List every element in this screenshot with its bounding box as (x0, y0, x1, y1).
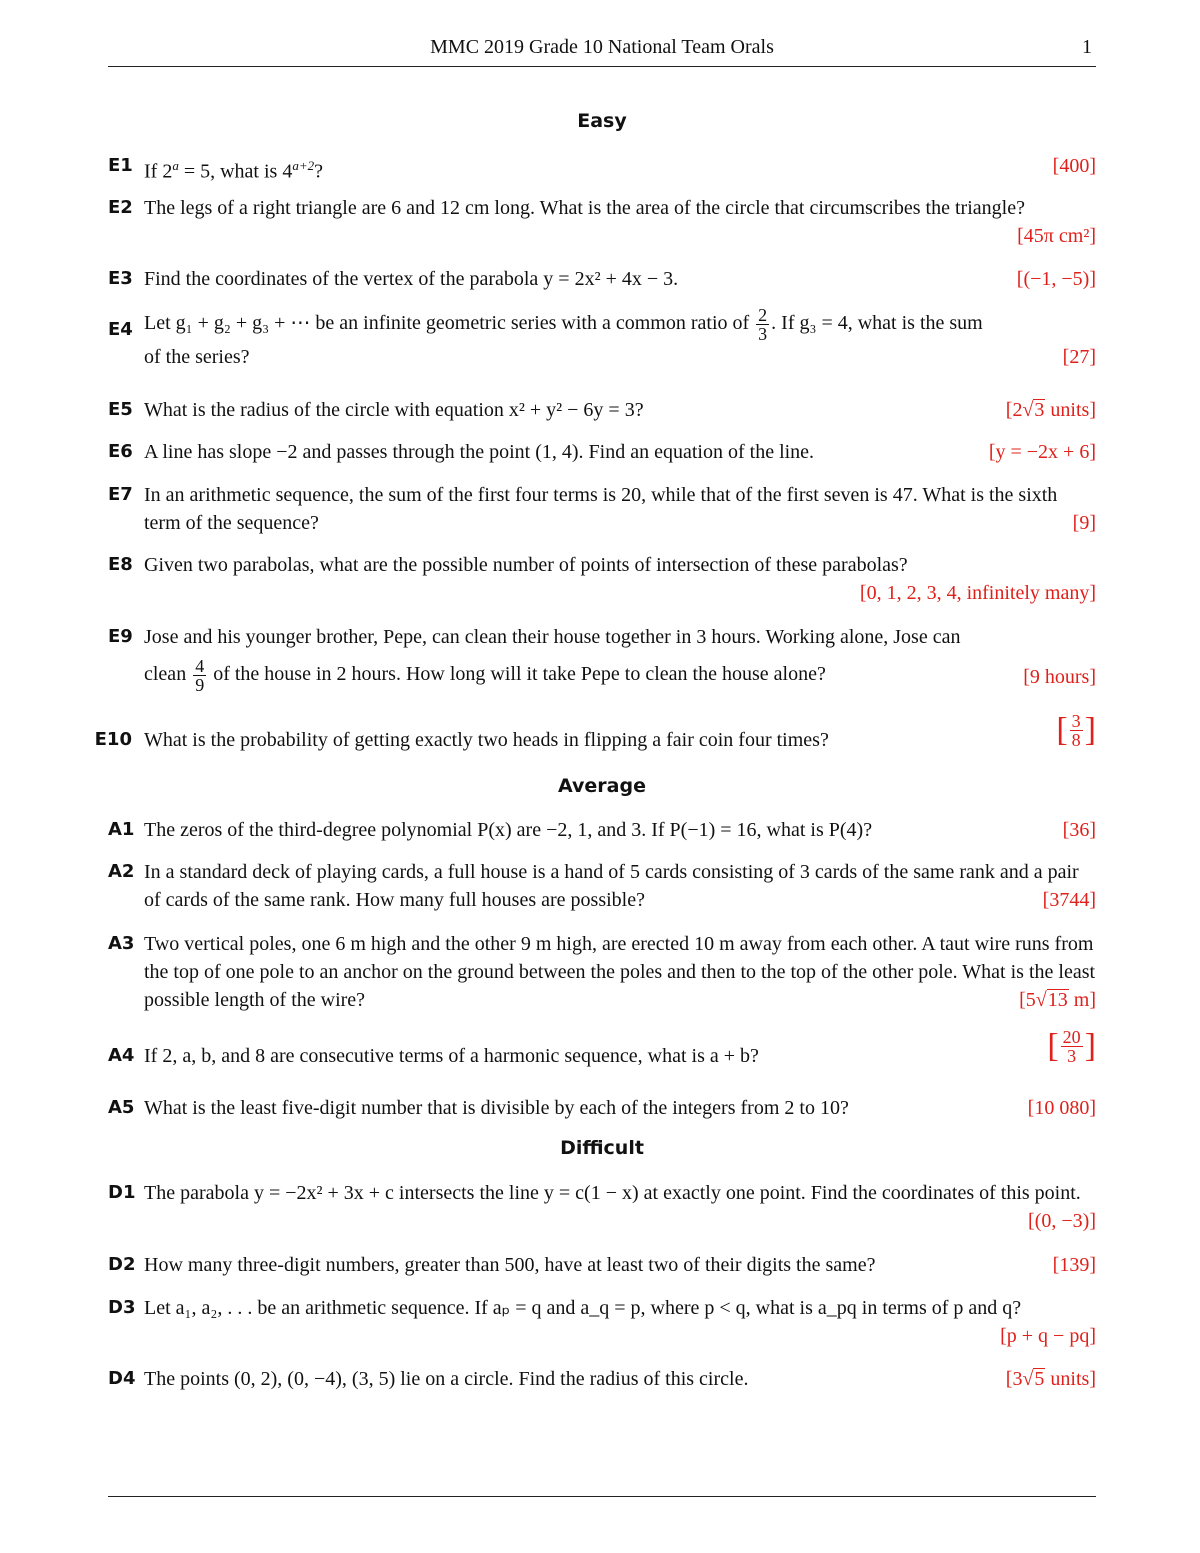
problem-label: E8 (108, 554, 133, 575)
problem-text: Find the coordinates of the vertex of the parabola y = 2x² + 4x − 3. [(−1, −5)] (144, 265, 1096, 293)
section-heading-average: Average (558, 775, 646, 797)
problem-label: A4 (108, 1045, 135, 1066)
fraction: $\frac{4}{9}$ (195, 656, 205, 695)
problem-label: E2 (108, 197, 133, 218)
answer: [5√13 m] (1019, 989, 1096, 1011)
problem-text: Given two parabolas, what are the possible number of points of intersection of these parabolas? [0, 1, 2, 3, 4, infinitely many] (144, 551, 1096, 607)
problem-label: A2 (108, 861, 135, 882)
problem-label: E1 (108, 155, 133, 176)
problem-label: D4 (108, 1368, 136, 1389)
answer: [ $\frac{3}{8}$ ] (1056, 711, 1096, 750)
answer: [139] (1052, 1254, 1096, 1276)
problem-text: The legs of a right triangle are 6 and 12 cm long. What is the area of the circle that circumscribes the triangle? [45π cm²] (144, 194, 1096, 250)
problem-text: The points (0, 2), (0, −4), (3, 5) lie on a circle. Find the radius of this circle. [3√5 units] (144, 1365, 1096, 1393)
footer-rule (108, 1496, 1096, 1497)
section-heading-easy: Easy (577, 110, 627, 132)
problem-text: How many three-digit numbers, greater than 500, have at least two of their digits the same? [139] (144, 1251, 1096, 1279)
answer: [(0, −3)] (1028, 1210, 1096, 1232)
problem-label: A1 (108, 819, 135, 840)
page-header (108, 36, 1096, 67)
problem-text: A line has slope −2 and passes through the point (1, 4). Find an equation of the line. [y = −2x + 6] (144, 438, 1096, 466)
answer: [3744] (1042, 889, 1096, 911)
answer: [45π cm²] (1017, 225, 1096, 247)
answer: [3√5 units] (1005, 1368, 1096, 1390)
problem-label: D3 (108, 1297, 136, 1318)
answer: [400] (1052, 155, 1096, 177)
answer: [p + q − pq] (1000, 1325, 1096, 1347)
fraction: $\frac{2}{3}$ (758, 305, 768, 344)
problem-label: E7 (108, 484, 133, 505)
problem-label: E4 (108, 319, 133, 340)
problem-label: E5 (108, 399, 133, 420)
page-number: 1 (1082, 36, 1092, 58)
section-heading-difficult: Difficult (560, 1137, 644, 1159)
problem-label: A5 (108, 1097, 135, 1118)
problem-label: D2 (108, 1254, 136, 1275)
answer: [(−1, −5)] (1016, 268, 1096, 290)
problem-text: If $2^a = 5$, what is $4^{a+2}$? [400] (144, 152, 1096, 186)
problem-text: The parabola y = −2x² + 3x + c intersects the line y = c(1 − x) at exactly one point. Find the coordinates of this point. [(0, −3)] (144, 1179, 1096, 1235)
problem-label: E10 (94, 729, 132, 750)
problem-text: The zeros of the third-degree polynomial P(x) are −2, 1, and 3. If P(−1) = 16, what is P(4)? [36] (144, 816, 1096, 844)
problem-text: What is the least five-digit number that is divisible by each of the integers from 2 to 10? [10 080] (144, 1094, 1096, 1122)
problem-text: What is the probability of getting exactly two heads in flipping a fair coin four times? (144, 729, 829, 751)
problem-text: What is the radius of the circle with equation x² + y² − 6y = 3? [2√3 units] (144, 396, 1096, 424)
problem-a4 (108, 1028, 1096, 1084)
problem-text: In a standard deck of playing cards, a full house is a hand of 5 cards consisting of 3 cards of the same rank and a pair of cards of the same rank. How many full houses are possible? [3744] (144, 858, 1096, 914)
problem-label: E9 (108, 626, 133, 647)
answer: [10 080] (1027, 1097, 1096, 1119)
answer: [36] (1062, 819, 1096, 841)
answer: [0, 1, 2, 3, 4, infinitely many] (859, 582, 1096, 604)
answer: [9 hours] (1023, 666, 1096, 688)
problem-text: Let a₁, a₂, . . . be an arithmetic sequence. If aₚ = q and a_q = p, where p < q, what is a_pq in terms of p and q? [p + q − pq] (144, 1294, 1096, 1350)
problem-text: If 2, a, b, and 8 are consecutive terms of a harmonic sequence, what is a + b? (144, 1045, 759, 1067)
problem-label: E3 (108, 268, 133, 289)
problem-label: E6 (108, 441, 133, 462)
problem-text: In an arithmetic sequence, the sum of the first four terms is 20, while that of the first seven is 47. What is the sixth term of the sequence? [9] (144, 481, 1096, 537)
problem-text: Let g₁ + g₂ + g₃ + ⋯ be an infinite geometric series with a common ratio of $\frac{2}{3}$ . If g₃ = 4, what is the sum of the series? [27] (144, 306, 1096, 371)
problem-label: D1 (108, 1182, 136, 1203)
answer: [9] (1072, 512, 1096, 534)
problem-label: A3 (108, 933, 135, 954)
problem-e10 (94, 711, 1096, 768)
answer: [y = −2x + 6] (988, 441, 1096, 463)
problem-text: Two vertical poles, one 6 m high and the other 9 m high, are erected 10 m away from each other. A taut wire runs from the top of one pole to an anchor on the ground between the poles and then to the top of the other pole. What is the least possible length of the wire? [5√13 m] (144, 930, 1096, 1014)
page-title: MMC 2019 Grade 10 National Team Orals (430, 36, 774, 58)
answer: [27] (1062, 346, 1096, 368)
answer: [2√3 units] (1005, 399, 1096, 421)
answer: [ $\frac{20}{3}$ ] (1047, 1027, 1096, 1066)
problem-text: Jose and his younger brother, Pepe, can clean their house together in 3 hours. Working alone, Jose can clean $\frac{4}{9}$ of the house in 2 hours. How long will it take Pepe to clean the house alone? [9 hours] (144, 626, 1096, 695)
